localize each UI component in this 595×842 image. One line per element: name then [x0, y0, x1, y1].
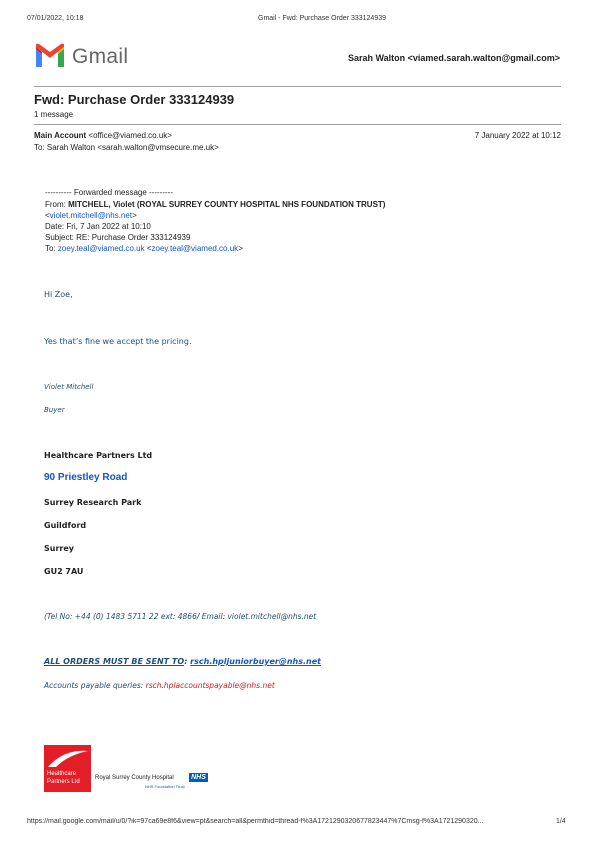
orders-email-link[interactable]: rsch.hpljuniorbuyer@nhs.net: [190, 657, 321, 666]
signature-email[interactable]: Email: violet.mitchell@nhs.net: [199, 612, 317, 621]
print-url: https://mail.google.com/mail/u/0/?ik=97ca69e8f6&view=pt&search=all&permthid=thread-f%3A1721290320677823447%7Cmsg-f%3A1721290320...: [27, 818, 484, 825]
signature-contact: [44, 612, 316, 621]
forwarded-from: [45, 200, 385, 209]
signature-name: Violet Mitchell: [44, 383, 94, 391]
hp-logo-text: [47, 770, 80, 786]
rsch-logo-text: Royal Surrey County Hospital: [95, 775, 174, 781]
hp-logo-text-2: Partners Ltd: [47, 779, 80, 785]
bracket-close: >: [132, 211, 137, 220]
forwarded-from-email-link[interactable]: violet.mitchell@nhs.net: [49, 211, 133, 220]
forwarded-to-email-link[interactable]: zoey.teal@viamed.co.uk: [57, 244, 145, 253]
gmail-m-icon[interactable]: [34, 43, 66, 74]
signature-tel: (Tel No: +44 (0) 1483 5711 22 ext: 4866: [44, 612, 197, 621]
orders-notice: ALL ORDERS MUST BE SENT TO: [44, 657, 185, 666]
signature-address-line2: Surrey Research Park: [44, 498, 142, 507]
forwarded-to-email-link-2[interactable]: zoey.teal@viamed.co.uk: [151, 244, 239, 253]
signature-postcode: GU2 7AU: [44, 567, 84, 576]
orders-notice-line: [44, 657, 321, 666]
hp-logo-text-1: Healthcare: [47, 771, 77, 777]
ap-email-link[interactable]: rsch.hplaccountspayable@nhs.net: [145, 681, 275, 690]
orders-colon: :: [184, 657, 191, 666]
signature-slash: /: [196, 612, 200, 621]
forwarded-subject: Subject: RE: Purchase Order 333124939: [45, 233, 191, 242]
bracket-open: <: [144, 244, 152, 253]
body-text: Yes that’s fine we accept the pricing.: [44, 337, 192, 346]
thread-subject: Fwd: Purchase Order 333124939: [34, 92, 235, 107]
print-page-number: 1/4: [556, 818, 566, 825]
forwarded-from-name: MITCHELL, Violet (ROYAL SURREY COUNTY HOSPITAL NHS FOUNDATION TRUST): [68, 200, 386, 209]
forwarded-divider: ---------- Forwarded message ---------: [45, 188, 173, 197]
ap-queries-line: [44, 681, 275, 690]
bracket-close: >: [238, 244, 243, 253]
signature-address-link[interactable]: 90 Priestley Road: [44, 472, 128, 483]
signature-county: Surrey: [44, 544, 74, 553]
gmail-wordmark: Gmail: [72, 45, 129, 68]
message-to: To: Sarah Walton <sarah.walton@vmsecure.me.uk>: [34, 143, 219, 152]
message-count: 1 message: [34, 110, 74, 119]
forwarded-from-email-line: [45, 211, 137, 220]
nhs-foundation-trust-text: NHS Foundation Trust: [145, 784, 185, 789]
nhs-badge: NHS: [189, 773, 208, 782]
header-divider: [34, 86, 561, 87]
healthcare-partners-logo: [44, 745, 91, 792]
forwarded-to-label: To:: [45, 244, 58, 253]
print-page-title: Gmail - Fwd: Purchase Order 333124939: [258, 15, 387, 22]
forwarded-date: Date: Fri, 7 Jan 2022 at 10:10: [45, 222, 151, 231]
sender-email: <office@viamed.co.uk>: [88, 131, 172, 140]
account-user: Sarah Walton <viamed.sarah.walton@gmail.com>: [347, 53, 560, 63]
bracket-open: <: [45, 211, 50, 220]
signature-city: Guildford: [44, 521, 87, 530]
ap-label: Accounts payable queries:: [44, 681, 146, 690]
forwarded-from-label: From:: [45, 200, 69, 209]
body-greeting: Hi Zoe,: [44, 290, 73, 299]
forwarded-to: [45, 244, 243, 253]
message-date: 7 January 2022 at 10:12: [474, 131, 561, 140]
print-datetime: 07/01/2022, 10:18: [27, 15, 84, 22]
signature-role: Buyer: [44, 406, 65, 414]
message-from: [34, 131, 172, 140]
thread-divider: [34, 124, 561, 125]
signature-company: Healthcare Partners Ltd: [44, 451, 153, 460]
sender-name: Main Account: [34, 131, 87, 140]
